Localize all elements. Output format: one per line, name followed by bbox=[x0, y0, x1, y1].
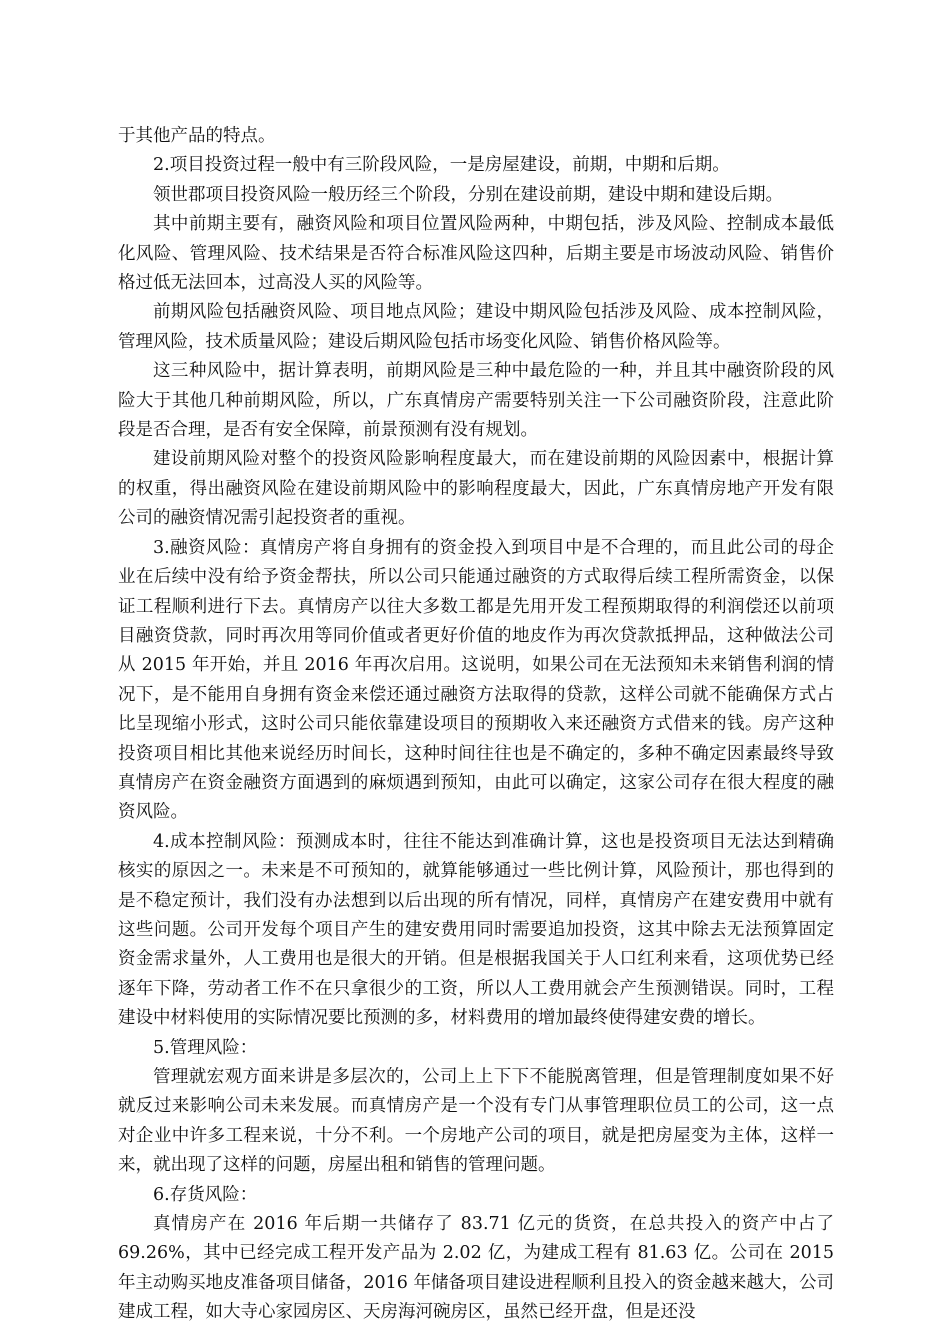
paragraph-continuation: 于其他产品的特点。 bbox=[118, 126, 276, 146]
heading-inventory-risk: 6.存货风险： bbox=[153, 1184, 258, 1205]
paragraph-financing-risk: 3.融资风险：真情房产将自身拥有的资金投入到项目中是不合理的，而且此公司的母企业在后续中没有给予资金帮扶，所以公司只能通过融资的方式取得后续工程所需资金，以保证工程顺利进行下去。真情房产以往大多数工都是先用开发工程预期取得的利润偿还以前项目融资贷款，同时再次用等同价值或者更好价值的地皮作为再次贷款抵押品，这种做法公司从 2015 年开始，并且 2016 年再次启用。这说明，如果公司在无法预知未来销售利润的情况下，是不能用自身拥有资金来偿还通过融资方法取得的贷款，这样公司就不能确保方式占比呈现缩小形式，这时公司只能依靠建设项目的预期收入来还融资方式借来的钱。房产这种投资项目相比其他来说经历时间长，这种时间往往也是不确定的，多种不确定因素最终导致真情房产在资金融资方面遇到的麻烦遇到预知，由此可以确定，这家公司存在很大程度的融资风险。 bbox=[118, 537, 834, 823]
document-page bbox=[118, 122, 834, 1328]
paragraph-project-stages: 领世郡项目投资风险一般历经三个阶段，分别在建设前期，建设中期和建设后期。 bbox=[153, 184, 783, 205]
paragraph-stage-summary: 前期风险包括融资风险、项目地点风险；建设中期风险包括涉及风险、成本控制风险，管理风险，技术质量风险；建设后期风险包括市场变化风险、销售价格风险等。 bbox=[118, 302, 834, 352]
heading-management-risk: 5.管理风险： bbox=[153, 1037, 258, 1058]
paragraph-financing-weight: 建设前期风险对整个的投资风险影响程度最大，而在建设前期的风险因素中，根据计算的权重，得出融资风险在建设前期风险中的影响程度最大，因此，广东真情房地产开发有限公司的融资情况需引起投资者的重视。 bbox=[118, 449, 834, 529]
paragraph-three-stage-risk: 2.项目投资过程一般中有三阶段风险，一是房屋建设，前期，中期和后期。 bbox=[153, 155, 730, 176]
paragraph-inventory-risk: 真情房产在 2016 年后期一共储存了 83.71 亿元的货资，在总共投入的资产中占了 69.26%，其中已经完成工程开发产品为 2.02 亿，为建成工程有 81.63 亿。公司在 2015 年主动购买地皮准备项目储备，2016 年储备项目建设进程顺利且投入的资金越来越大，公司建成工程，如大寺心家园房区、天房海河碗房区，虽然已经开盘，但是还没 bbox=[118, 1214, 834, 1323]
paragraph-cost-control-risk: 4.成本控制风险：预测成本时，往往不能达到准确计算，这也是投资项目无法达到精确核实的原因之一。未来是不可预知的，就算能够通过一些比例计算，风险预计，那也得到的是不稳定预计，我们没有办法想到以后出现的所有情况，同样，真情房产在建安费用中就有这些问题。公司开发每个项目产生的建安费用同时需要追加投资，这其中除去无法预算固定资金需求量外，人工费用也是很大的开销。但是根据我国关于人口红利来看，这项优势已经逐年下降，劳动者工作不在只拿很少的工资，所以人工费用就会产生预测错误。同时，工程建设中材料使用的实际情况要比预测的多，材料费用的增加最终使得建安费的增长。 bbox=[118, 831, 834, 1029]
paragraph-early-risk-analysis: 这三种风险中，据计算表明，前期风险是三种中最危险的一种，并且其中融资阶段的风险大于其他几种前期风险，所以，广东真情房产需要特别关注一下公司融资阶段，注意此阶段是否合理，是否有安全保障，前景预测有没有规划。 bbox=[118, 361, 834, 441]
paragraph-stage-details: 其中前期主要有，融资风险和项目位置风险两种，中期包括，涉及风险、控制成本最低化风险、管理风险、技术结果是否符合标准风险这四种，后期主要是市场波动风险、销售价格过低无法回本，过高没人买的风险等。 bbox=[118, 214, 834, 294]
paragraph-management-risk: 管理就宏观方面来讲是多层次的，公司上上下下不能脱离管理，但是管理制度如果不好就反过来影响公司未来发展。而真情房产是一个没有专门从事管理职位员工的公司，这一点对企业中许多工程来说，十分不利。一个房地产公司的项目，就是把房屋变为主体，这样一来，就出现了这样的问题，房屋出租和销售的管理问题。 bbox=[118, 1067, 834, 1176]
